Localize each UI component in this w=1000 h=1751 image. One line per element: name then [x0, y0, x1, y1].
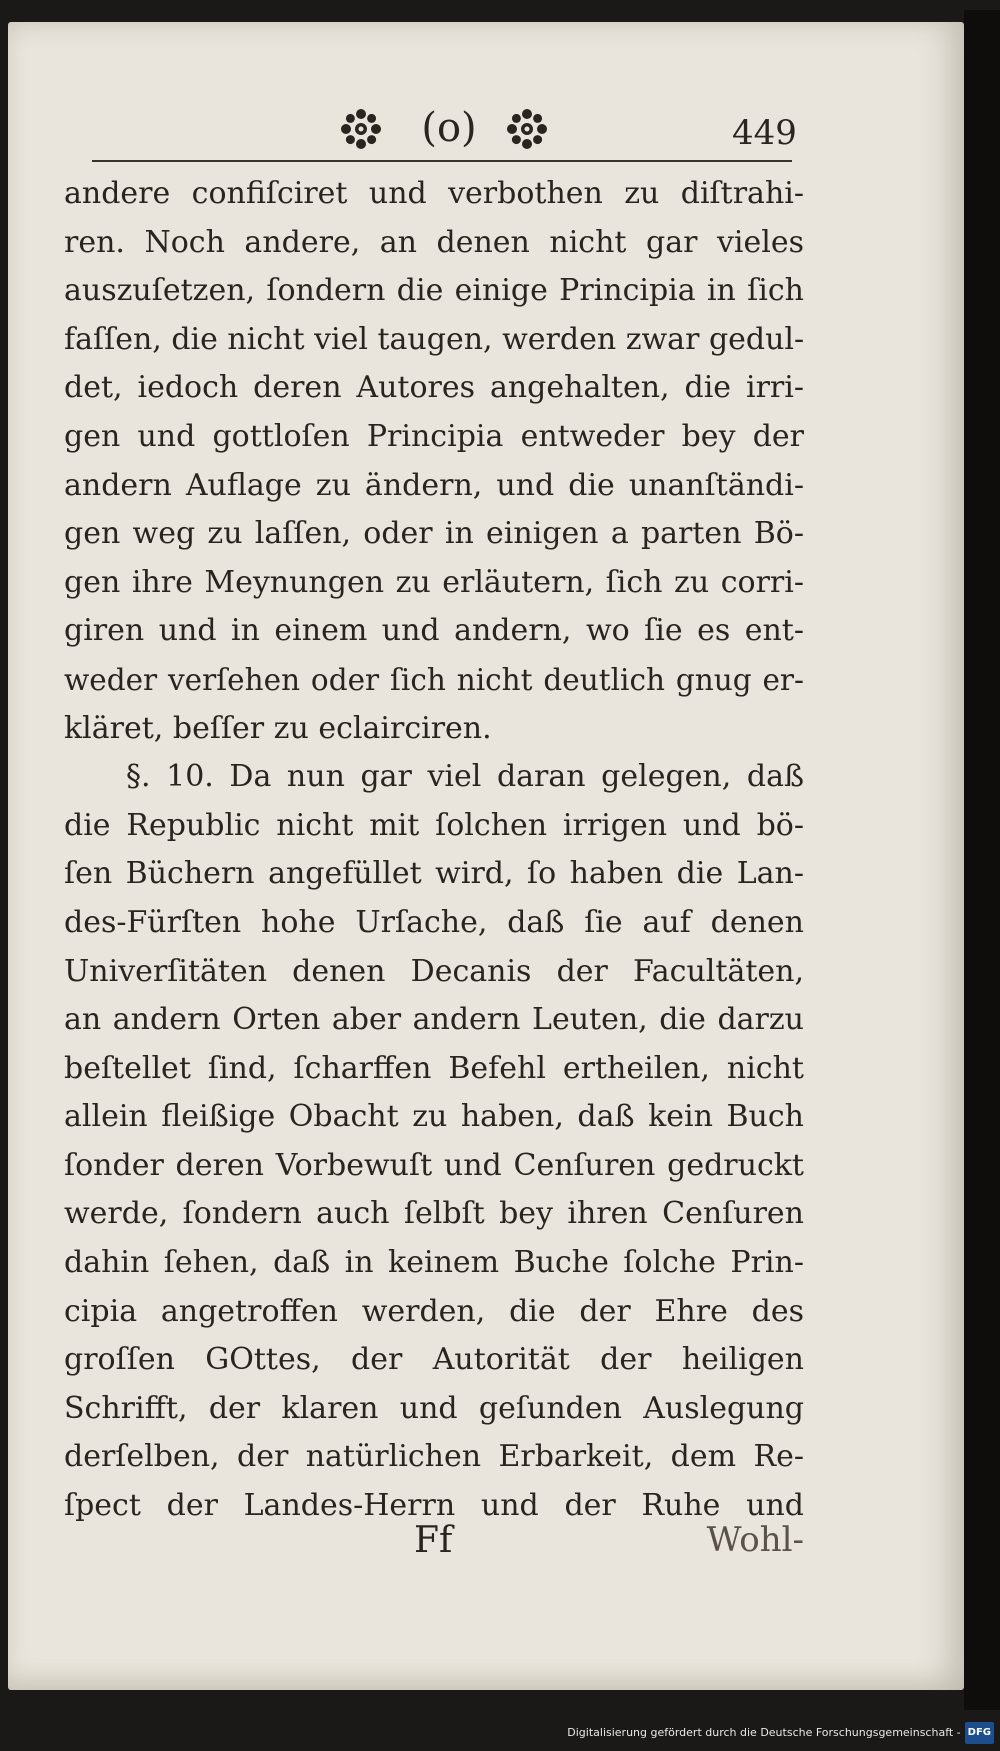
text-line: ſen Büchern angefüllet wird, ſo haben die Lan-	[64, 856, 804, 892]
text-line: andere confiſciret und verbothen zu diſtrahi-	[64, 176, 804, 211]
text-line: gen ihre Meynungen zu erläutern, ſich zu corri-	[64, 564, 804, 600]
text-line: groſſen GOttes, der Autorität der heiligen	[64, 1342, 804, 1378]
text-line: Schrifft, der klaren und geſunden Auslegung	[64, 1390, 804, 1426]
text-line: ſpect der Landes-Herrn und der Ruhe und	[64, 1488, 804, 1524]
text-line: derſelben, der natürlichen Erbarkeit, dem Re-	[64, 1439, 804, 1475]
text-line: andern Auflage zu ändern, und die unanſtändi-	[64, 467, 804, 503]
header-signature: (o)	[421, 105, 477, 151]
text-line: dahin ſehen, daß in keinem Buche ſolche Prin-	[64, 1245, 804, 1281]
text-line: cipia angetroffen werden, die der Ehre des	[64, 1293, 804, 1329]
page-footer	[64, 1520, 804, 1580]
text-line: werde, ſondern auch ſelbſt bey ihren Cenſuren	[64, 1196, 804, 1232]
text-line: ſonder deren Vorbewuſt und Cenſuren gedruckt	[64, 1147, 804, 1183]
rosette-ornament-icon	[338, 106, 384, 152]
digitization-credit	[567, 1723, 994, 1743]
credit-text: Digitalisierung gefördert durch die Deutsche Forschungsgemeinschaft -	[567, 1726, 961, 1739]
text-line: det, iedoch deren Autores angehalten, die irri-	[64, 370, 804, 406]
text-line: faſſen, die nicht viel taugen, werden zwar gedul-	[64, 321, 804, 357]
rosette-ornament-icon	[504, 106, 550, 152]
text-line: Univerſitäten denen Decanis der Facultäten,	[64, 953, 804, 989]
header-rule	[92, 160, 792, 162]
body-text	[64, 170, 804, 1531]
text-line: gen und gottloſen Principia entweder bey der	[64, 418, 804, 454]
text-line: beſtellet ſind, ſcharffen Befehl ertheilen, nicht	[64, 1050, 804, 1086]
catchword: Wohl-	[706, 1520, 804, 1560]
text-line: die Republic nicht mit ſolchen irrigen und bö-	[64, 807, 804, 843]
text-line: gen weg zu laſſen, oder in einigen a parten Bö-	[64, 516, 804, 552]
page-number: 449	[732, 113, 797, 153]
text-line: an andern Orten aber andern Leuten, die darzu	[64, 1002, 804, 1038]
text-line: §. 10. Da nun gar viel daran gelegen, daß	[126, 759, 804, 795]
running-header	[92, 100, 797, 166]
text-line: des-Fürſten hohe Urſache, daß ſie auf denen	[64, 904, 804, 940]
text-line: ren. Noch andere, an denen nicht gar vieles	[64, 224, 804, 260]
text-line: kläret, beſſer zu eclairciren.	[64, 710, 492, 746]
dfg-logo: DFG	[965, 1722, 994, 1744]
text-line: giren und in einem und andern, wo ſie es ent-	[64, 613, 804, 649]
text-line: allein fleißige Obacht zu haben, daß kein Buch	[64, 1099, 804, 1135]
text-line: weder verſehen oder ſich nicht deutlich gnug er-	[64, 662, 804, 697]
signature-mark: Ff	[414, 1520, 453, 1561]
book-spine-edge	[964, 10, 1000, 1710]
text-line: auszuſetzen, ſondern die einige Principia in ſich	[64, 273, 804, 309]
